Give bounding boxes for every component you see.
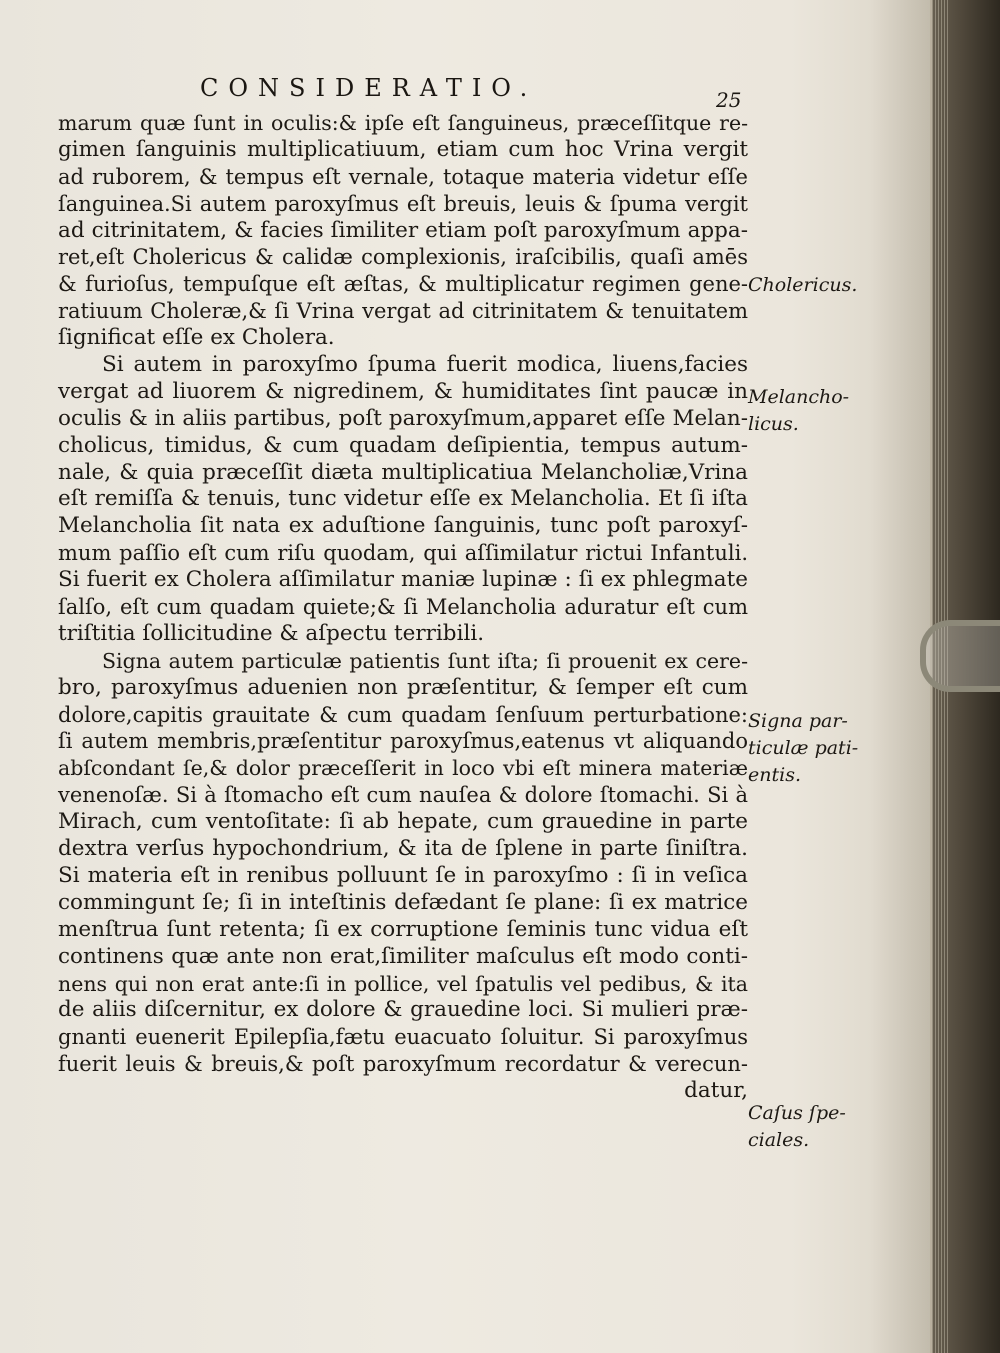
body-line: marum quæ ſunt in oculis:& ipſe eſt ſanguineus, præceſſitque re- xyxy=(58,111,748,135)
body-line: & furioſus, tempuſque eſt æſtas, & multiplicatur regimen gene- xyxy=(58,272,748,297)
body-line: commingunt ſe; ſi in inteſtinis defædant ſe plane: ſi ex matrice xyxy=(58,889,748,915)
body-line: bro, paroxyſmus aduenien non præſentitur, & ſemper eſt cum xyxy=(58,674,748,700)
body-line: dolore,capitis grauitate & cum quadam ſenſuum perturbatione: xyxy=(58,702,748,727)
margin-note-line: licus. xyxy=(748,412,799,435)
body-line: Si fuerit ex Cholera aſſimilatur maniæ lupinæ : ſi ex phlegmate xyxy=(58,567,748,593)
margin-note-line: ciales. xyxy=(748,1128,810,1151)
margin-note-line: Signa par- xyxy=(748,710,848,732)
body-line: Mirach, cum ventoſitate: ſi ab hepate, cum grauedine in parte xyxy=(58,809,748,835)
body-line: Melancholia ſit nata ex aduſtione ſanguinis, tunc poſt paroxyſ- xyxy=(58,513,748,539)
page-number: 25 xyxy=(716,88,742,112)
body-text xyxy=(58,110,748,1105)
body-line: cholicus, timidus, & cum quadam deſipientia, tempus autum- xyxy=(58,432,748,458)
body-line: triſtitia ſollicitudine & aſpectu terribili. xyxy=(58,620,485,646)
body-line: Si autem in paroxyſmo ſpuma fuerit modica, liuens,facies xyxy=(102,352,748,378)
body-line: nale, & quia præceſſit diæta multiplicatiua Melancholiæ,Vrina xyxy=(58,459,748,485)
margin-note-casus xyxy=(748,1100,858,1154)
body-line: dextra verſus hypochondrium, & ita de ſplene in parte ſiniſtra. xyxy=(58,836,748,862)
margin-note-melancholicus xyxy=(748,384,858,438)
margin-note-signa xyxy=(748,708,858,789)
margin-note-line: Cholericus. xyxy=(748,274,858,296)
body-line: gimen ſanguinis multiplicatiuum, etiam cum hoc Vrina vergit xyxy=(58,136,748,162)
book-clasp xyxy=(920,620,1000,692)
body-line: ſalſo, eſt cum quadam quiete;& ſi Melancholia aduratur eſt cum xyxy=(58,595,748,620)
body-line: vergat ad liuorem & nigredinem, & humiditates ſint paucæ in xyxy=(58,378,748,404)
body-line: mum paſſio eſt cum riſu quodam, qui aſſimilatur rictui Infantuli. xyxy=(58,541,748,566)
body-line: oculis & in aliis partibus, poſt paroxyſmum,apparet eſſe Melan- xyxy=(58,405,748,431)
running-title: CONSIDERATIO. xyxy=(200,74,538,102)
body-line: fuerit leuis & breuis,& poſt paroxyſmum recordatur & verecun- xyxy=(58,1052,748,1077)
body-line: abſcondant ſe,& dolor præceſſerit in loco vbi eſt minera materiæ xyxy=(58,756,748,781)
body-line: eſt remiſſa & tenuis, tunc videtur eſſe ex Melancholia. Et ſi iſta xyxy=(58,486,748,512)
body-line: ſi autem membris,præſentitur paroxyſmus,eatenus vt aliquando xyxy=(58,729,748,754)
body-line: Signa autem particulæ patientis ſunt iſta; ſi prouenit ex cere- xyxy=(102,648,748,673)
body-line: ratiuum Choleræ,& ſi Vrina vergat ad citrinitatem & tenuitatem xyxy=(58,299,748,324)
body-line: ad ruborem, & tempus eſt vernale, totaque materia videtur eſſe xyxy=(58,164,748,189)
margin-note-line: Melancho- xyxy=(748,386,850,408)
body-line: continens quæ ante non erat,ſimiliter maſculus eſt modo conti- xyxy=(58,943,748,969)
body-line: Si materia eſt in renibus polluunt ſe in paroxyſmo : ſi in veſica xyxy=(58,862,748,888)
catchword: datur, xyxy=(684,1078,748,1104)
margin-note-line: Caſus ſpe- xyxy=(748,1102,846,1124)
body-line: venenoſæ. Si à ſtomacho eſt cum nauſea & dolore ſtomachi. Si à xyxy=(58,783,748,808)
body-line: ret,eſt Cholericus & calidæ complexionis, iraſcibilis, quaſi amēs xyxy=(58,245,748,270)
body-line: ſignificat eſſe ex Cholera. xyxy=(58,325,335,351)
body-line: ſanguinea.Si autem paroxyſmus eſt breuis, leuis & ſpuma vergit xyxy=(58,191,748,216)
body-line: de aliis diſcernitur, ex dolore & grauedine loci. Si mulieri præ- xyxy=(58,997,748,1023)
body-line: gnanti euenerit Epilepſia,fætu euacuato ſoluitur. Si paroxyſmus xyxy=(58,1025,748,1050)
margin-note-cholericus xyxy=(748,272,858,299)
margin-note-line: entis. xyxy=(748,763,801,786)
body-line: ad citrinitatem, & facies ſimiliter etiam poſt paroxyſmum appa- xyxy=(58,217,748,243)
body-line: nens qui non erat ante:ſi in pollice, vel ſpatulis vel pedibus, & ita xyxy=(58,971,748,996)
body-line: menſtrua ſunt retenta; ſi ex corruptione ſeminis tunc vidua eſt xyxy=(58,916,748,942)
margin-note-line: ticulæ pati- xyxy=(748,736,859,759)
